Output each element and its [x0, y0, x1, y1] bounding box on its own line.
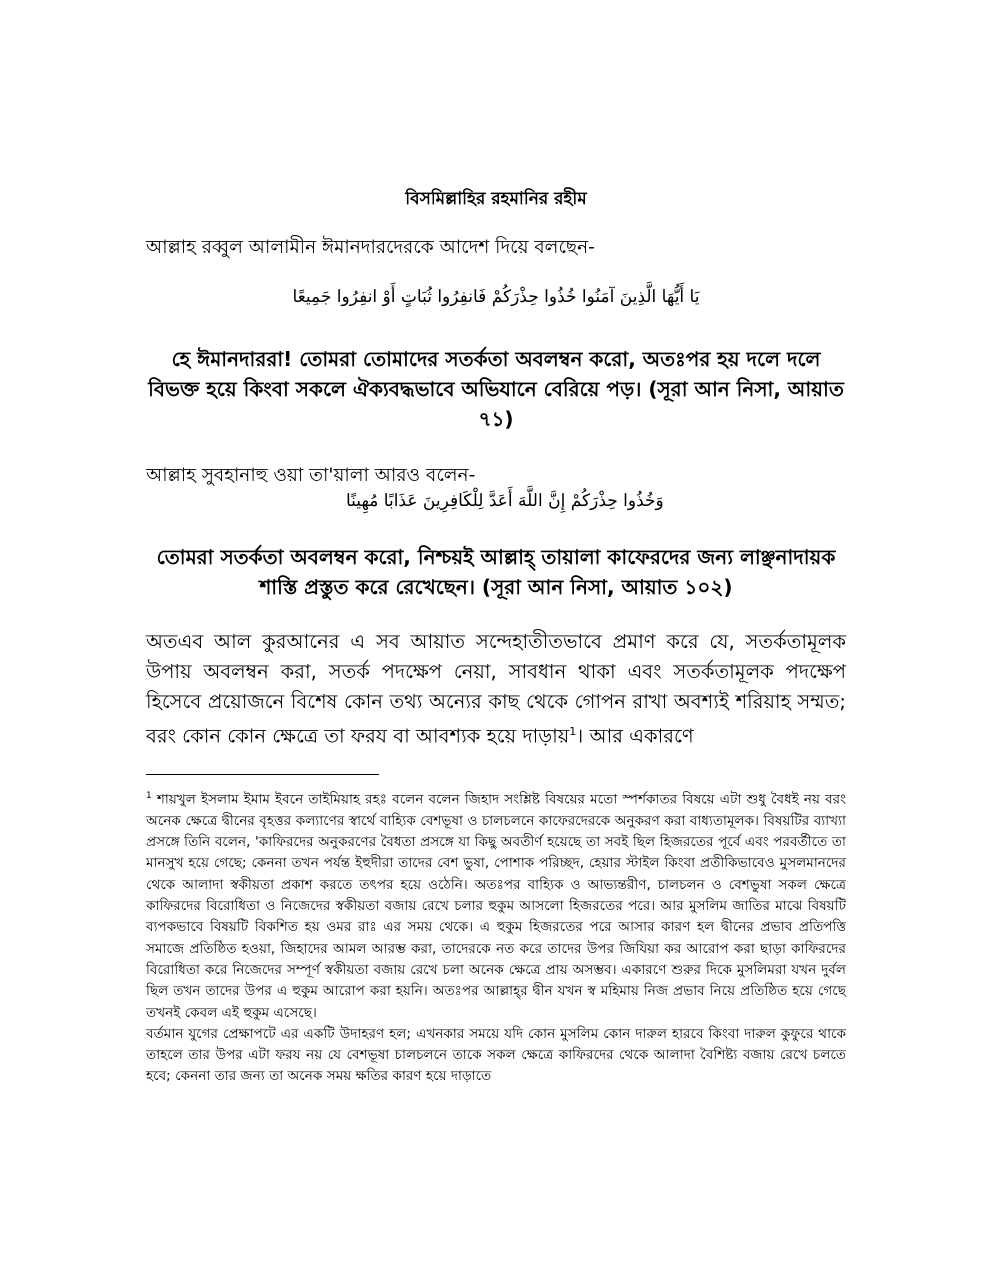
footnote-paragraph-1: [146, 786, 846, 1024]
body-paragraph: [146, 627, 846, 752]
verse-translation-2: তোমরা সতর্কতা অবলম্বন করো, নিশ্চয়ই আল্লাহ্ তায়ালা কাফেরদের জন্য লাঞ্ছনাদায়ক শাস্তি প্রস্তুত করে রেখেছেন। (সূরা আন নিসা, আয়াত ১০২): [156, 545, 836, 599]
bismillah-heading: বিসমিল্লাহির রহমানির রহীম: [405, 189, 587, 209]
footnote-separator: [146, 774, 379, 775]
footnote: [146, 786, 846, 1088]
document-page: [146, 0, 846, 1280]
arabic-verse-1: يَا أَيُّهَا الَّذِينَ آمَنُوا خُذُوا حِذْرَكُمْ فَانفِرُوا ثُبَاتٍ أَوْ انفِرُوا جَمِيعًا: [292, 287, 700, 307]
arabic-verse-2: وَخُذُوا حِذْرَكُمْ إِنَّ اللَّهَ أَعَدَّ لِلْكَافِرِينَ عَذَابًا مُهِينًا: [346, 491, 664, 511]
footnote-reference[interactable]: 1: [569, 725, 577, 738]
verse-translation-1: হে ঈমানদাররা! তোমরা তোমাদের সতর্কতা অবলম্বন করো, অতঃপর হয় দলে দলে বিভক্ত হয়ে কিংবা সকলে ঐক্যবদ্ধভাবে অভিযানে বেরিয়ে পড়। (সূরা আন নিসা, আয়াত ৭১): [148, 347, 844, 431]
footnote-text-1: শায়খুল ইসলাম ইমাম ইবনে তাইমিয়াহ রহঃ বলেন বলেন জিহাদ সংশ্লিষ্ট বিষয়ের মতো স্পর্শকাতর বিষয়ে এটা শুধু বৈধই নয় বরং অনেক ক্ষেত্রে দ্বীনের বৃহত্তর কল্যাণের স্বার্থে বাহ্যিক বেশভূষা ও চালচলনে কাফেরদেরকে অনুকরণ করা বাধ্যতামূলক। বিষয়টির ব্যাখ্যা প্রসঙ্গে তিনি বলেন, 'কাফিরদের অনুকরণের বৈধতা প্রসঙ্গে যা কিছু অবতীর্ণ হয়েছে তা সবই ছিল হিজরতের পূর্বে এবং পরবর্তীতে তা মানসুখ হয়ে গেছে; কেননা তখন পর্যন্ত ইহুদীরা তাদের বেশ ভুষা, পোশাক পরিচ্ছদ, হেয়ার স্টাইল কিংবা প্রতীকিভাবেও মুসলমানদের থেকে আলাদা স্বকীয়তা প্রকাশ করতে তৎপর হয়ে ওঠেনি। অতঃপর বাহ্যিক ও আভ্যন্তরীণ, চালচলন ও বেশভুষা সকল ক্ষেত্রে কাফিরদের বিরোধিতা ও নিজেদের স্বকীয়তা বজায় রেখে চলার হুকুম আসলো হিজরতের পরে। আর মুসলিম জাতির মাঝে বিষয়টি ব্যপকভাবে বিষয়টি বিকশিত হয় ওমর রাঃ এর সময় থেকে। এ হুকুম হিজরতের পরে আসার কারণ হল দ্বীনের প্রভাব প্রতিপত্তি সমাজে প্রতিষ্ঠিত হওয়া, জিহাদের আমল আরম্ভ করা, তাদেরকে নত করে তাদের উপর জিযিয়া কর আরোপ করা ছাড়া কাফিরদের বিরোধিতা করে নিজেদের সম্পূর্ণ স্বকীয়তা বজায় রেখে চলা অনেক ক্ষেত্রে প্রায় অসম্ভব। একারণে শুরুর দিকে মুসলিমরা যখন দুর্বল ছিল তখন তাদের উপর এ হুকুম আরোপ করা হয়নি। অতঃপর আল্লাহ্‌র দ্বীন যখন স্ব মহিমায় নিজ প্রভাব নিয়ে প্রতিষ্ঠিত হয়ে গেছে তখনই কেবল এই হুকুম এসেছে।: [146, 791, 846, 1021]
intro-line: আল্লাহ রব্বুল আলামীন ঈমানদারদেরকে আদেশ দিয়ে বলছেন-: [146, 237, 595, 258]
body-text: অতএব আল কুরআনের এ সব আয়াত সন্দেহাতীতভাবে প্রমাণ করে যে, সতর্কতামূলক উপায় অবলম্বন করা, সতর্ক পদক্ষেপ নেয়া, সাবধান থাকা এবং সতর্কতামূলক পদক্ষেপ হিসেবে প্রয়োজনে বিশেষ কোন তথ্য অন্যের কাছ থেকে গোপন রাখা অবশ্যই শরিয়াহ সম্মত; বরং কোন কোন ক্ষেত্রে তা ফরয বা আবশ্যক হয়ে দাড়ায়: [146, 630, 846, 748]
footnote-paragraph-2: বর্তমান যুগের প্রেক্ষাপটে এর একটি উদাহরণ হল; এখনকার সময়ে যদি কোন মুসলিম কোন দারুল হারবে কিংবা দারুল কুফুরে থাকে তাহলে তার উপর এটা ফরয নয় যে বেশভূষা চালচলনে তাকে সকল ক্ষেত্রে কাফিরদের থেকে আলাদা বৈশিষ্ট্য বজায় রেখে চলতে হবে; কেননা তার জন্য তা অনেক সময় ক্ষতির কারণ হয়ে দাড়াতে: [146, 1025, 846, 1085]
footnote-number: 1: [146, 791, 152, 801]
body-text-end: । আর একারণে: [576, 724, 694, 748]
intro-line-2: আল্লাহ সুবহানাহু ওয়া তা'য়ালা আরও বলেন-: [146, 465, 476, 486]
